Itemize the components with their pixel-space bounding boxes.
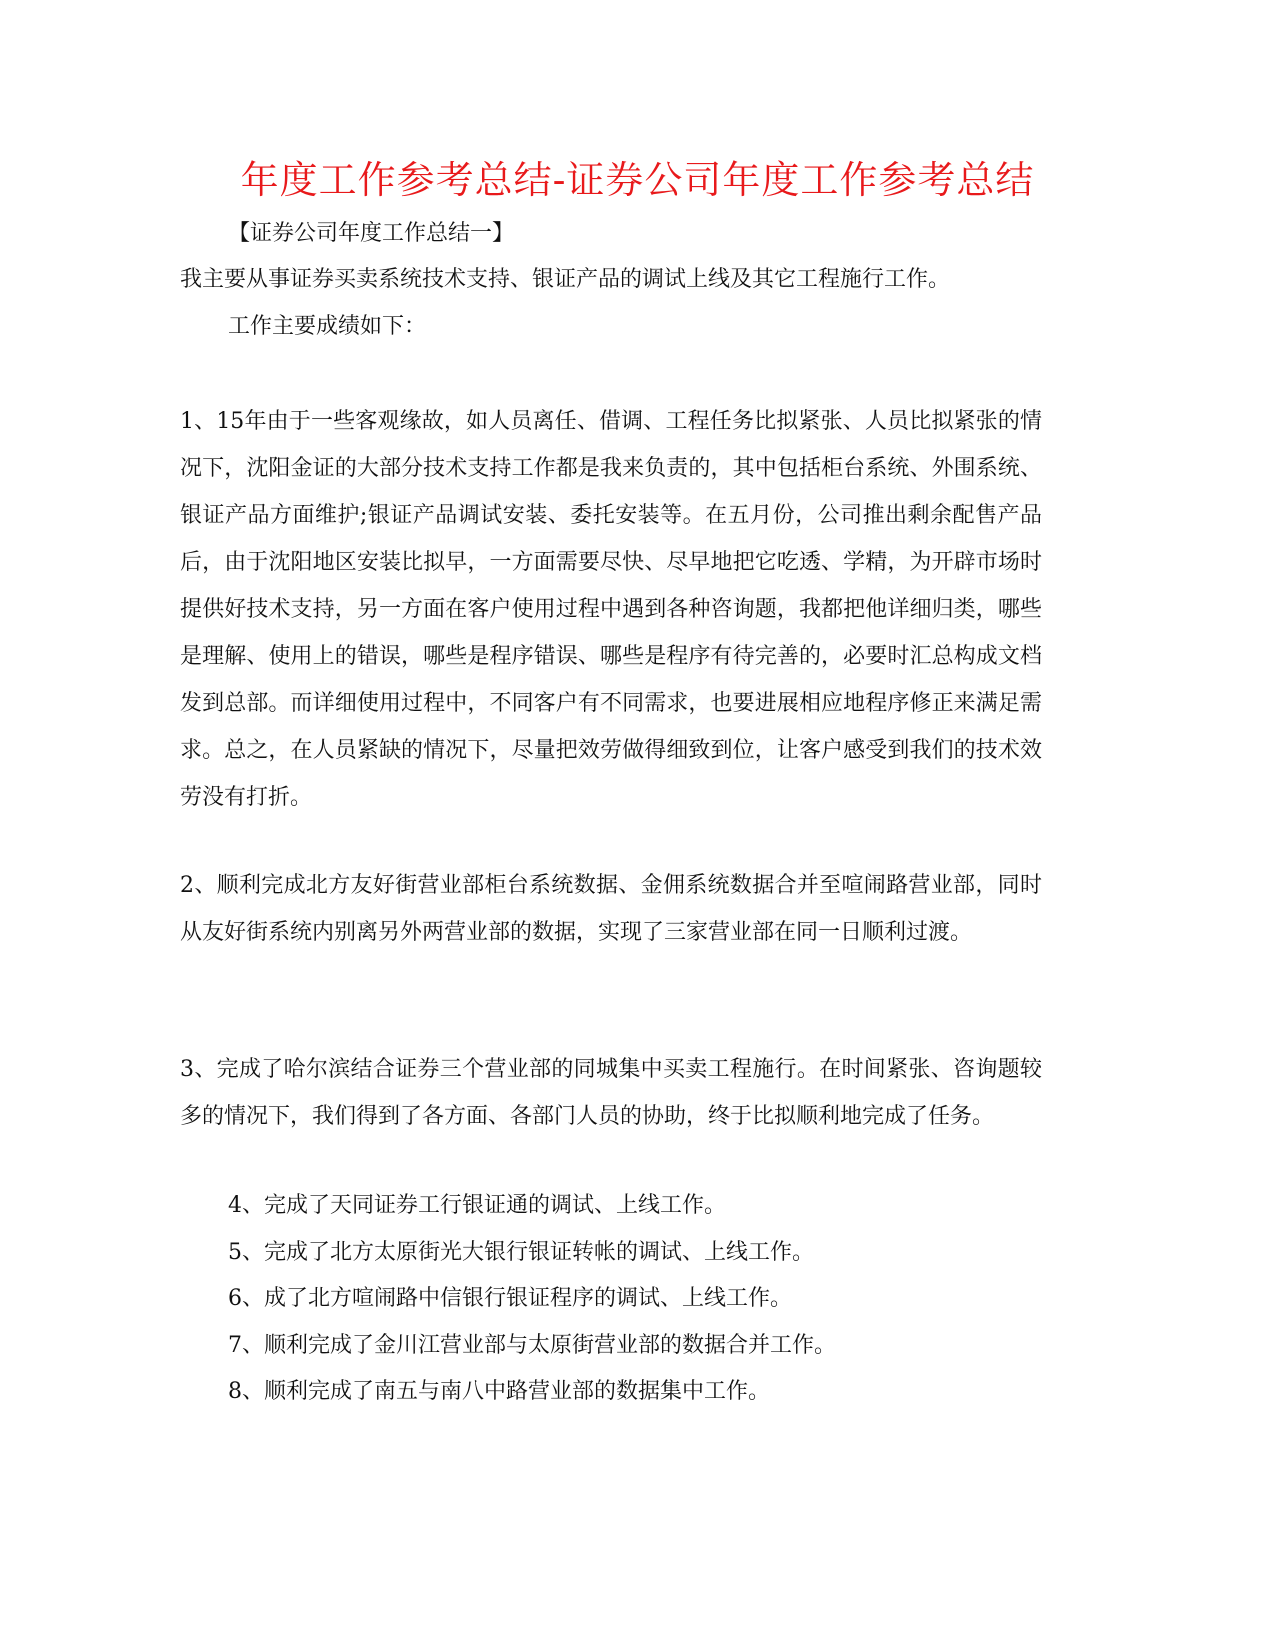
achievement-item-7: 7、顺利完成了金川江营业部与太原街营业部的数据合并工作。	[228, 1333, 836, 1358]
achievement-item-2: 2、顺利完成北方友好街营业部柜台系统数据、金佣系统数据合并至喧闹路营业部，同时从友好街系统内别离另外两营业部的数据，实现了三家营业部在同一日顺利过渡。	[180, 873, 1042, 945]
document-title: 年度工作参考总结-证券公司年度工作参考总结	[240, 158, 1035, 202]
intro-paragraph: 我主要从事证券买卖系统技术支持、银证产品的调试上线及其它工程施行工作。	[180, 267, 951, 292]
achievement-item-1: 1、15年由于一些客观缘故，如人员离任、借调、工程任务比拟紧张、人员比拟紧张的情况下，沈阳金证的大部分技术支持工作都是我来负责的，其中包括柜台系统、外围系统、银证产品方面维护;银证产品调试安装、委托安装等。在五月份，公司推出剩余配售产品后，由于沈阳地区安装比拟早，一方面需要尽快、尽早地把它吃透、学精，为开辟市场时提供好技术支持，另一方面在客户使用过程中遇到各种咨询题，我都把他详细归类，哪些是理解、使用上的错误，哪些是程序错误、哪些是程序有待完善的，必要时汇总构成文档发到总部。而详细使用过程中，不同客户有不同需求，也要进展相应地程序修正来满足需求。总之，在人员紧缺的情况下，尽量把效劳做得细致到位，让客户感受到我们的技术效劳没有打折。	[180, 409, 1042, 810]
achievement-item-8: 8、顺利完成了南五与南八中路营业部的数据集中工作。	[228, 1379, 770, 1404]
achievement-item-3: 3、完成了哈尔滨结合证券三个营业部的同城集中买卖工程施行。在时间紧张、咨询题较多的情况下，我们得到了各方面、各部门人员的协助，终于比拟顺利地完成了任务。	[180, 1057, 1042, 1129]
achievement-item-6: 6、成了北方喧闹路中信银行银证程序的调试、上线工作。	[228, 1286, 792, 1311]
section-subtitle: 【证券公司年度工作总结一】	[228, 221, 515, 246]
achievement-item-4: 4、完成了天同证券工行银证通的调试、上线工作。	[228, 1193, 726, 1218]
achievements-heading: 工作主要成绩如下：	[228, 314, 427, 339]
achievement-item-5: 5、完成了北方太原街光大银行银证转帐的调试、上线工作。	[228, 1240, 814, 1265]
